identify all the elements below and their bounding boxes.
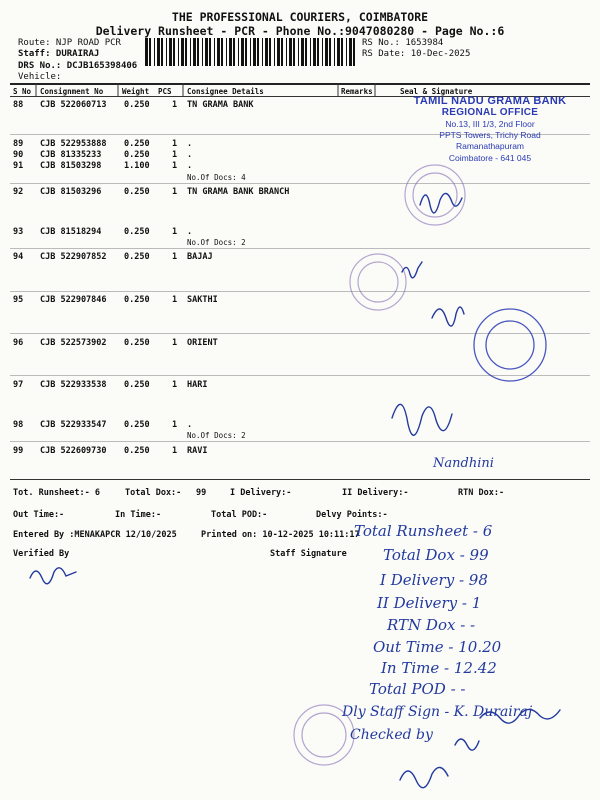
in-time-label: In Time:- (115, 510, 162, 520)
stamp-line: PPTS Towers, Trichy Road (439, 130, 541, 140)
row-weight: 0.250 (124, 227, 150, 237)
row-sno: 91 (13, 161, 24, 171)
hw-total-dox: Total Dox - 99 (383, 546, 489, 564)
row-pcs: 1 (172, 338, 178, 348)
docs-count: No.Of Docs: 2 (187, 238, 246, 247)
row-pcs: 1 (172, 227, 178, 237)
rs-number: RS No.: 1653984 (362, 38, 444, 48)
hw-total-pod: Total POD - - (369, 680, 466, 698)
row-weight: 0.250 (124, 150, 150, 160)
row-sno: 97 (13, 380, 24, 390)
staff-signature-label: Staff Signature (270, 549, 347, 559)
row-weight: 0.250 (124, 446, 150, 456)
row-sno: 90 (13, 150, 24, 160)
row-weight: 0.250 (124, 338, 150, 348)
row-consignment: CJB 522609730 (40, 446, 107, 456)
row-weight: 0.250 (124, 100, 150, 110)
out-time-label: Out Time:- (13, 510, 65, 520)
row-consignee: BAJAJ (187, 252, 213, 262)
row-consignment: CJB 522060713 (40, 100, 107, 110)
row-consignee: ORIENT (187, 338, 218, 348)
row-sno: 94 (13, 252, 24, 262)
rtn-dox-label: RTN Dox:- (458, 488, 505, 498)
col-seal: Seal & Signature (400, 87, 473, 96)
row-consignment: CJB 522907846 (40, 295, 107, 305)
hw-ii-delivery: II Delivery - 1 (377, 594, 482, 612)
row-sno: 96 (13, 338, 24, 348)
drs-info: DRS No.: DCJB165398406 (18, 61, 138, 71)
row-consignment: CJB 522573902 (40, 338, 107, 348)
row-pcs: 1 (172, 252, 178, 262)
stamp-line: No.13, III 1/3, 2nd Floor (445, 119, 535, 129)
row-weight: 1.100 (124, 161, 150, 171)
printed-on: Printed on: 10-12-2025 10:11:17 (201, 530, 360, 540)
row-weight: 0.250 (124, 187, 150, 197)
row-consignee: TN GRAMA BANK BRANCH (187, 187, 290, 197)
row-weight: 0.250 (124, 420, 150, 430)
row-consignment: CJB 522933547 (40, 420, 107, 430)
hw-in-time: In Time - 12.42 (381, 659, 497, 677)
row-pcs: 1 (172, 446, 178, 456)
row-sno: 89 (13, 139, 24, 149)
ii-delivery-label: II Delivery:- (342, 488, 409, 498)
row-sno: 98 (13, 420, 24, 430)
col-remarks: Remarks (341, 87, 373, 96)
hw-i-delivery: I Delivery - 98 (380, 571, 488, 589)
signature-scribble (432, 307, 464, 326)
hw-dly-staff-sign: Dly Staff Sign - K. Durairaj (342, 704, 533, 720)
total-dox-value: 99 (196, 488, 207, 498)
orient-stamp (474, 309, 546, 381)
total-pod-label: Total POD:- (211, 510, 268, 520)
row-pcs: 1 (172, 150, 178, 160)
row-consignee: SAKTHI (187, 295, 218, 305)
col-consignee: Consignee Details (187, 87, 264, 96)
route-info: Route: NJP ROAD PCR (18, 38, 121, 48)
row-pcs: 1 (172, 295, 178, 305)
row-consignment: CJB 81503296 (40, 187, 102, 197)
stamp-line: Coimbatore - 641 045 (448, 153, 532, 163)
hw-nandhini: Nandhini (433, 456, 494, 471)
col-weight: Weight (122, 87, 150, 96)
hw-checked-by: Checked by (350, 727, 433, 743)
col-pcs: PCS (158, 87, 172, 96)
signature-scribble (30, 568, 76, 584)
row-consignment: CJB 81503298 (40, 161, 102, 171)
row-sno: 88 (13, 100, 24, 110)
row-pcs: 1 (172, 139, 178, 149)
row-consignee: . (187, 227, 193, 237)
staff-info: Staff: DURAIRAJ (18, 49, 100, 59)
entered-by: Entered By :MENAKAPCR 12/10/2025 (13, 530, 177, 540)
row-consignment: CJB 81335233 (40, 150, 102, 160)
verified-by-label: Verified By (13, 549, 70, 559)
stamp-line: REGIONAL OFFICE (441, 107, 539, 118)
docs-count: No.Of Docs: 2 (187, 431, 246, 440)
vehicle-info: Vehicle: (18, 72, 62, 82)
hw-total-runsheet: Total Runsheet - 6 (354, 522, 493, 540)
row-consignee: RAVI (187, 446, 208, 456)
row-sno: 95 (13, 295, 24, 305)
row-sno: 99 (13, 446, 24, 456)
row-consignee: . (187, 150, 193, 160)
row-consignee: HARI (187, 380, 208, 390)
company-title: THE PROFESSIONAL COURIERS, COIMBATORE (171, 10, 429, 24)
row-sno: 93 (13, 227, 24, 237)
hw-rtn-dox: RTN Dox - - (387, 616, 476, 634)
docs-count: No.Of Docs: 4 (187, 173, 246, 182)
row-weight: 0.250 (124, 295, 150, 305)
tot-runsheet-label: Tot. Runsheet:- 6 (13, 488, 100, 498)
signature-scribble (400, 767, 448, 787)
row-consignment: CJB 522933538 (40, 380, 107, 390)
row-consignee: . (187, 161, 193, 171)
row-consignment: CJB 522907852 (40, 252, 107, 262)
row-consignee: TN GRAMA BANK (187, 100, 254, 110)
row-pcs: 1 (172, 187, 178, 197)
row-consignee: . (187, 139, 193, 149)
runsheet-subtitle: Delivery Runsheet - PCR - Phone No.:9047080280 - Page No.:6 (95, 24, 505, 38)
i-delivery-label: I Delivery:- (230, 488, 292, 498)
delvy-points-label: Delvy Points:- (316, 510, 388, 520)
row-pcs: 1 (172, 420, 178, 430)
row-weight: 0.250 (124, 252, 150, 262)
signature-scribble (392, 404, 452, 435)
col-sno: S No (13, 87, 32, 96)
row-consignment: CJB 81518294 (40, 227, 102, 237)
stamp-line: TAMIL NADU GRAMA BANK (413, 95, 567, 107)
round-seal (405, 165, 465, 225)
row-sno: 92 (13, 187, 24, 197)
row-pcs: 1 (172, 161, 178, 171)
row-weight: 0.250 (124, 139, 150, 149)
stamp-line: Ramanathapuram (455, 141, 525, 151)
row-pcs: 1 (172, 380, 178, 390)
rs-date: RS Date: 10-Dec-2025 (362, 49, 471, 59)
row-consignee: . (187, 420, 193, 430)
col-consignment: Consignment No (40, 87, 104, 96)
row-pcs: 1 (172, 100, 178, 110)
hw-out-time: Out Time - 10.20 (373, 638, 502, 656)
total-dox-label: Total Dox:- (125, 488, 182, 498)
row-weight: 0.250 (124, 380, 150, 390)
signature-scribble (455, 739, 479, 750)
row-consignment: CJB 522953888 (40, 139, 107, 149)
